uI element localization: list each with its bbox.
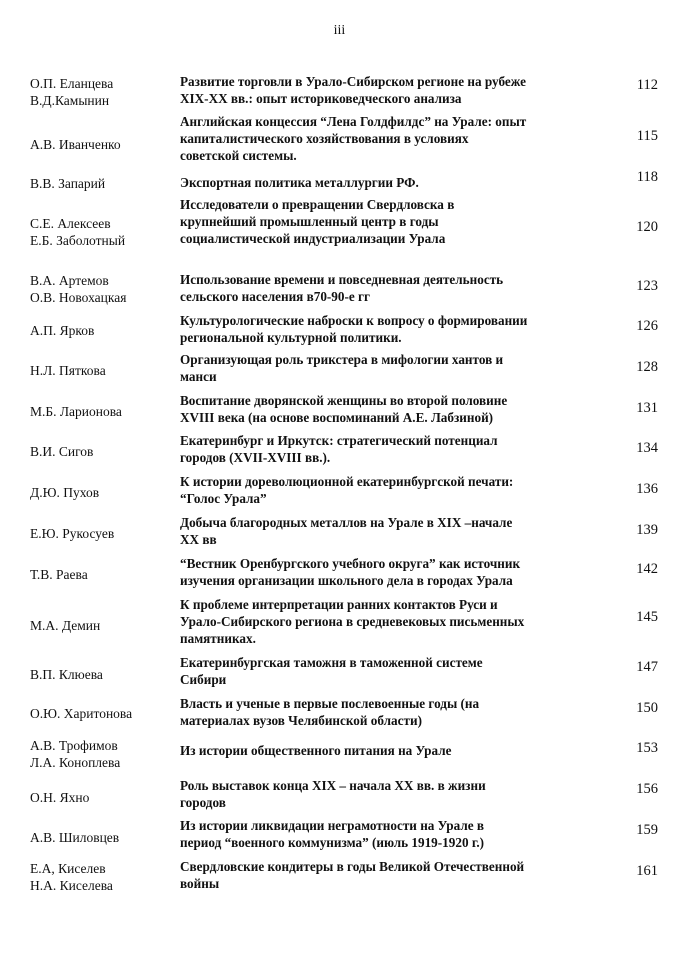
title-line: Роль выставок конца XIX – начала XX вв. в жизни [180, 778, 486, 793]
entry-title [180, 351, 618, 385]
entry-title [180, 654, 618, 688]
entry-authors [30, 175, 180, 192]
entry-page-number: 150 [636, 700, 658, 716]
entry-title [180, 392, 618, 426]
title-line: памятниках. [180, 631, 256, 646]
entry-title [180, 312, 618, 346]
title-line: Добыча благородных металлов на Урале в XIX –начале [180, 515, 513, 530]
entry-title [180, 555, 618, 589]
entry-title [180, 174, 618, 191]
title-line: Сибири [180, 672, 227, 687]
entry-page-number: 112 [636, 77, 658, 93]
entry-page-number: 156 [636, 781, 658, 797]
entry-page-number: 159 [636, 822, 658, 838]
title-line: городов (XVII-XVIII вв.). [180, 450, 331, 465]
entry-page-number: 115 [636, 128, 658, 144]
entry-authors [30, 322, 180, 339]
entry-title [180, 113, 618, 164]
entry-title [180, 73, 618, 107]
author-name: Л.А. Коноплева [30, 755, 121, 770]
title-line: XIX-XX вв.: опыт историковедческого анализа [180, 91, 462, 106]
entry-page-number: 142 [636, 561, 658, 577]
title-line: Исследователи о превращении Свердловска в [180, 197, 455, 212]
entry-authors [30, 525, 180, 542]
author-name: М.А. Демин [30, 618, 101, 633]
author-name: Н.Л. Пяткова [30, 363, 106, 378]
entry-page-number: 145 [636, 609, 658, 625]
entry-page-number: 120 [636, 219, 658, 235]
entry-page-number: 123 [636, 278, 658, 294]
title-line: XX вв [180, 532, 217, 547]
entry-title [180, 514, 618, 548]
author-name: В.П. Клюева [30, 667, 103, 682]
entry-title [180, 196, 618, 247]
title-line: Английская концессия “Лена Голдфилдс” на Урале: опыт [180, 114, 527, 129]
title-line: Урало-Сибирского региона в средневековых письменных [180, 614, 525, 629]
entry-page-number: 126 [636, 318, 658, 334]
title-line: крупнейший промышленный центр в годы [180, 214, 439, 229]
title-line: Экспортная политика металлургии РФ. [180, 175, 419, 190]
title-line: Свердловские кондитеры в годы Великой Отечественной [180, 859, 525, 874]
author-name: Е.Б. Заболотный [30, 233, 126, 248]
entry-authors [30, 789, 180, 806]
title-line: Использование времени и повседневная деятельность [180, 272, 504, 287]
title-line: Екатеринбург и Иркутск: стратегический потенциал [180, 433, 498, 448]
title-line: региональной культурной политики. [180, 330, 402, 345]
title-line: сельского населения в70-90-е гг [180, 289, 371, 304]
entry-authors [30, 566, 180, 583]
title-line: Власть и ученые в первые послевоенные годы (на [180, 696, 480, 711]
entry-authors [30, 617, 180, 634]
author-name: Д.Ю. Пухов [30, 485, 100, 500]
author-name: А.В. Иванченко [30, 137, 121, 152]
author-name: О.Ю. Харитонова [30, 706, 133, 721]
title-line: К истории дореволюционной екатеринбургской печати: [180, 474, 514, 489]
title-line: манси [180, 369, 217, 384]
entry-page-number: 147 [636, 659, 658, 675]
title-line: Из истории ликвидации неграмотности на Урале в [180, 818, 484, 833]
title-line: К проблеме интерпретации ранних контактов Руси и [180, 597, 498, 612]
title-line: период “военного коммунизма” (июль 1919-1920 г.) [180, 835, 485, 850]
title-line: “Вестник Оренбургского учебного округа” как источник [180, 556, 521, 571]
entry-page-number: 118 [636, 169, 658, 185]
author-name: М.Б. Ларионова [30, 404, 122, 419]
title-line: материалах вузов Челябинской области) [180, 713, 422, 728]
title-line: войны [180, 876, 220, 891]
entry-authors [30, 737, 180, 771]
author-name: С.Е. Алексеев [30, 216, 111, 231]
author-name: В.И. Сигов [30, 444, 94, 459]
author-name: Е.Ю. Рукосуев [30, 526, 115, 541]
entry-authors [30, 136, 180, 153]
author-name: В.А. Артемов [30, 273, 109, 288]
author-name: В.Д.Камынин [30, 93, 110, 108]
author-name: А.В. Шиловцев [30, 830, 120, 845]
entry-page-number: 139 [636, 522, 658, 538]
title-line: XVIII века (на основе воспоминаний А.Е. Лабзиной) [180, 410, 494, 425]
author-name: Е.А, Киселев [30, 861, 106, 876]
author-name: Т.В. Раева [30, 567, 88, 582]
entry-authors [30, 666, 180, 683]
entry-title [180, 432, 618, 466]
entry-authors [30, 403, 180, 420]
entry-title [180, 271, 618, 305]
title-line: “Голос Урала” [180, 491, 267, 506]
title-line: социалистической индустриализации Урала [180, 231, 446, 246]
title-line: Екатеринбургская таможня в таможенной системе [180, 655, 483, 670]
entry-title [180, 596, 618, 647]
author-name: О.В. Новохацкая [30, 290, 127, 305]
title-line: Из истории общественного питания на Урале [180, 743, 452, 758]
author-name: А.В. Трофимов [30, 738, 118, 753]
entry-title [180, 742, 618, 759]
entry-page-number: 128 [636, 359, 658, 375]
title-line: Культурологические наброски к вопросу о формировании [180, 313, 528, 328]
author-name: Н.А. Киселева [30, 878, 113, 893]
page-number: iii [333, 23, 346, 38]
entry-page-number: 153 [636, 740, 658, 756]
author-name: А.П. Ярков [30, 323, 95, 338]
entry-title [180, 473, 618, 507]
entry-authors [30, 75, 180, 109]
entry-authors [30, 215, 180, 249]
author-name: О.П. Еланцева [30, 76, 114, 91]
entry-authors [30, 860, 180, 894]
entry-page-number: 131 [636, 400, 658, 416]
entry-title [180, 695, 618, 729]
entry-title [180, 858, 618, 892]
entry-authors [30, 443, 180, 460]
entry-page-number: 161 [636, 863, 658, 879]
entry-authors [30, 705, 180, 722]
entry-authors [30, 829, 180, 846]
author-name: О.Н. Яхно [30, 790, 90, 805]
title-line: городов [180, 795, 226, 810]
title-line: изучения организации школьного дела в городах Урала [180, 573, 513, 588]
title-line: капиталистического хозяйствования в условиях [180, 131, 469, 146]
title-line: Организующая роль трикстера в мифологии хантов и [180, 352, 504, 367]
entry-authors [30, 484, 180, 501]
title-line: советской системы. [180, 148, 297, 163]
entry-title [180, 777, 618, 811]
title-line: Развитие торговли в Урало-Сибирском регионе на рубеже [180, 74, 526, 89]
entry-page-number: 136 [636, 481, 658, 497]
title-line: Воспитание дворянской женщины во второй половине [180, 393, 508, 408]
entry-title [180, 817, 618, 851]
author-name: В.В. Запарий [30, 176, 106, 191]
entry-authors [30, 272, 180, 306]
entry-page-number: 134 [636, 440, 658, 456]
entry-authors [30, 362, 180, 379]
